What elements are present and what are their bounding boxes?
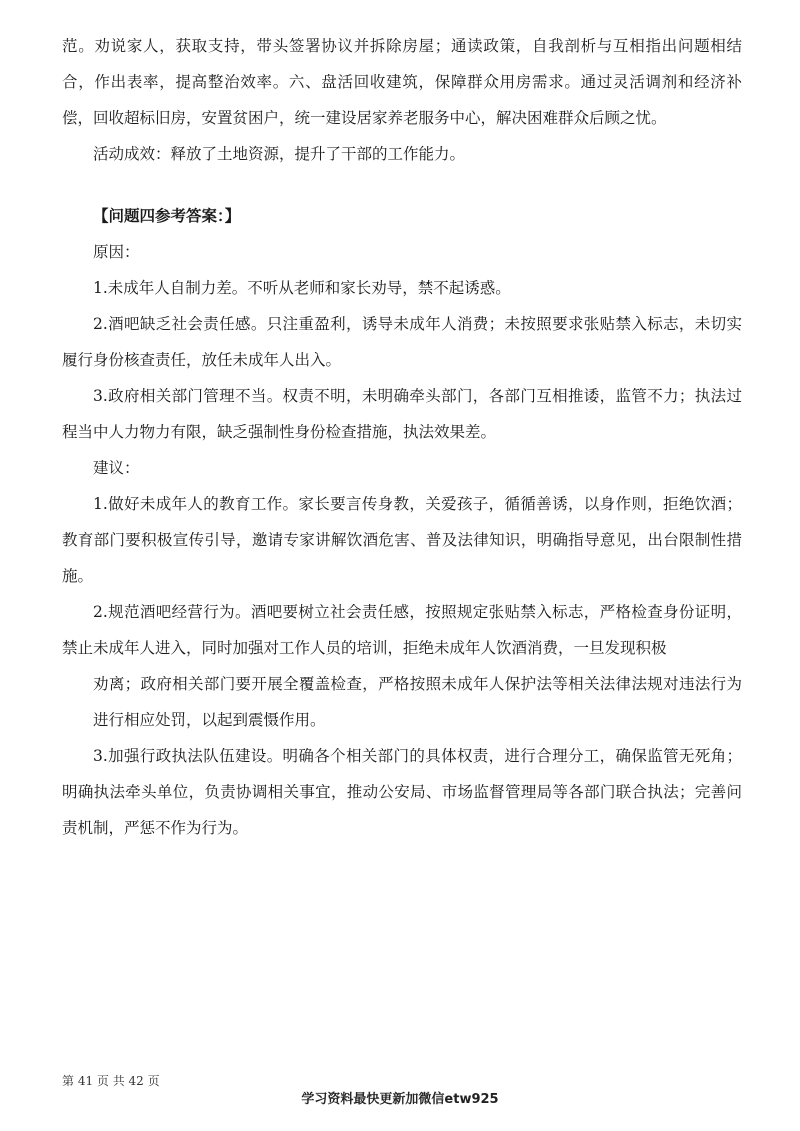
- paragraph-outcome: 活动成效：释放了土地资源，提升了干部的工作能力。: [93, 145, 466, 163]
- reason-item-2: 2.酒吧缺乏社会责任感。只注重盈利，诱导未成年人消费；未按照要求张贴禁入标志，未切实履行身份核查责任，放任未成年人出入。: [62, 315, 742, 369]
- reason-item-3: 3.政府相关部门管理不当。权责不明，未明确牵头部门，各部门互相推诿，监管不力；执法过程当中人力物力有限，缺乏强制性身份检查措施，执法效果差。: [62, 387, 742, 441]
- paragraph-continuation: 范。劝说家人，获取支持，带头签署协议并拆除房屋；通读政策，自我剖析与互相指出问题相结合，作出表率，提高整治效率。六、盘活回收建筑，保障群众用房需求。通过灵活调剂和经济补偿，回收超标旧房，安置贫困户，统一建设居家养老服务中心，解决困难群众后顾之忧。: [62, 37, 742, 127]
- document-body: [62, 28, 742, 846]
- suggestion-item-3: 3.加强行政执法队伍建设。明确各个相关部门的具体权责，进行合理分工，确保监管无死角；明确执法牵头单位，负责协调相关事宜，推动公安局、市场监督管理局等各部门联合执法；完善问责机制，严惩不作为行为。: [62, 747, 742, 837]
- suggestion-item-2: 2.规范酒吧经营行为。酒吧要树立社会责任感，按照规定张贴禁入标志，严格检查身份证明，禁止未成年人进入，同时加强对工作人员的培训，拒绝未成年人饮酒消费，一旦发现积极: [62, 603, 742, 657]
- section-heading: 【问题四参考答案：】: [93, 207, 241, 225]
- reasons-label: 原因：: [93, 243, 140, 261]
- reason-item-1: 1.未成年人自制力差。不听从老师和家长劝导，禁不起诱惑。: [93, 279, 511, 297]
- suggestion-item-2-continued: 劝离；政府相关部门要开展全覆盖检查，严格按照未成年人保护法等相关法律法规对违法行为进行相应处罚，以起到震慑作用。: [93, 675, 742, 729]
- suggestion-item-1: 1.做好未成年人的教育工作。家长要言传身教，关爱孩子，循循善诱，以身作则，拒绝饮酒；教育部门要积极宣传引导，邀请专家讲解饮酒危害、普及法律知识，明确指导意见，出台限制性措施。: [62, 495, 742, 585]
- footer-watermark: 学习资料最快更新加微信etw925: [301, 1092, 499, 1107]
- page-number: 第 41 页 共 42 页: [62, 1074, 160, 1088]
- suggestions-label: 建议：: [93, 459, 140, 477]
